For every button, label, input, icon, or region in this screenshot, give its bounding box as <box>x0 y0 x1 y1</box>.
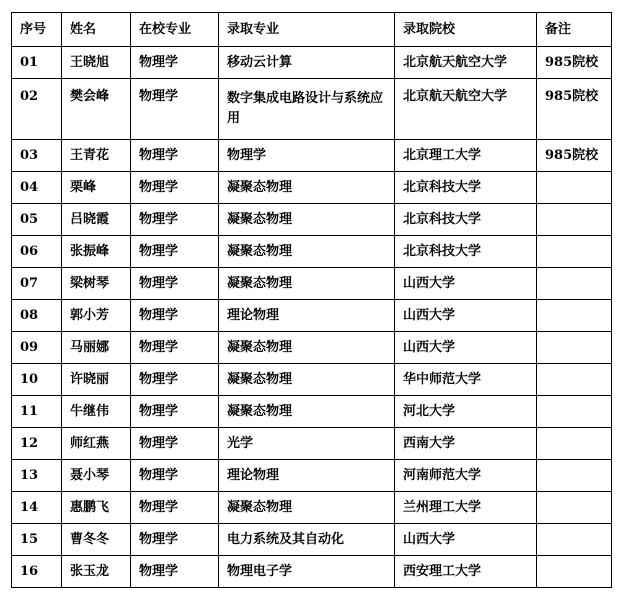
cell-school-major: 物理学 <box>131 172 219 204</box>
cell-admitted-major: 凝聚态物理 <box>219 332 395 364</box>
cell-admitted-school: 北京航天航空大学 <box>395 47 537 79</box>
cell-admitted-major: 理论物理 <box>219 460 395 492</box>
cell-admitted-school: 北京理工大学 <box>395 140 537 172</box>
cell-remarks <box>537 300 612 332</box>
cell-index: 12 <box>12 428 62 460</box>
table-row <box>12 396 612 428</box>
cell-remarks <box>537 172 612 204</box>
cell-school-major: 物理学 <box>131 492 219 524</box>
header-admitted-major: 录取专业 <box>219 13 395 47</box>
cell-name: 梁树琴 <box>62 268 131 300</box>
cell-name: 王青花 <box>62 140 131 172</box>
cell-index: 09 <box>12 332 62 364</box>
cell-remarks <box>537 492 612 524</box>
cell-index: 07 <box>12 268 62 300</box>
cell-remarks: 985院校 <box>537 79 612 140</box>
cell-admitted-major: 凝聚态物理 <box>219 204 395 236</box>
cell-admitted-school: 河北大学 <box>395 396 537 428</box>
table-row <box>12 332 612 364</box>
cell-admitted-school: 北京航天航空大学 <box>395 79 537 140</box>
cell-admitted-school: 山西大学 <box>395 268 537 300</box>
cell-remarks <box>537 556 612 588</box>
cell-school-major: 物理学 <box>131 300 219 332</box>
cell-school-major: 物理学 <box>131 364 219 396</box>
cell-admitted-major: 凝聚态物理 <box>219 172 395 204</box>
cell-name: 聂小琴 <box>62 460 131 492</box>
cell-school-major: 物理学 <box>131 236 219 268</box>
cell-remarks <box>537 236 612 268</box>
cell-remarks <box>537 428 612 460</box>
header-admitted-school: 录取院校 <box>395 13 537 47</box>
cell-admitted-major: 物理学 <box>219 140 395 172</box>
cell-school-major: 物理学 <box>131 428 219 460</box>
table-row <box>12 268 612 300</box>
cell-admitted-major: 凝聚态物理 <box>219 396 395 428</box>
cell-name: 张玉龙 <box>62 556 131 588</box>
cell-remarks <box>537 524 612 556</box>
cell-admitted-school: 华中师范大学 <box>395 364 537 396</box>
cell-index: 15 <box>12 524 62 556</box>
header-school-major: 在校专业 <box>131 13 219 47</box>
cell-school-major: 物理学 <box>131 268 219 300</box>
cell-admitted-major: 光学 <box>219 428 395 460</box>
table-row <box>12 140 612 172</box>
cell-remarks <box>537 204 612 236</box>
cell-index: 05 <box>12 204 62 236</box>
cell-admitted-school: 山西大学 <box>395 300 537 332</box>
cell-admitted-major: 凝聚态物理 <box>219 492 395 524</box>
cell-remarks: 985院校 <box>537 47 612 79</box>
cell-name: 马丽娜 <box>62 332 131 364</box>
cell-admitted-school: 北京科技大学 <box>395 172 537 204</box>
cell-admitted-major: 移动云计算 <box>219 47 395 79</box>
table-row <box>12 172 612 204</box>
cell-admitted-major: 数字集成电路设计与系统应用 <box>219 79 395 140</box>
cell-admitted-major: 凝聚态物理 <box>219 364 395 396</box>
cell-name: 张振峰 <box>62 236 131 268</box>
cell-admitted-major: 凝聚态物理 <box>219 268 395 300</box>
cell-index: 13 <box>12 460 62 492</box>
admission-table <box>11 12 612 588</box>
cell-school-major: 物理学 <box>131 332 219 364</box>
cell-name: 樊会峰 <box>62 79 131 140</box>
table-row <box>12 492 612 524</box>
cell-admitted-major: 理论物理 <box>219 300 395 332</box>
cell-index: 11 <box>12 396 62 428</box>
table-row <box>12 79 612 140</box>
cell-admitted-school: 河南师范大学 <box>395 460 537 492</box>
cell-name: 惠鹏飞 <box>62 492 131 524</box>
cell-school-major: 物理学 <box>131 79 219 140</box>
cell-admitted-major: 物理电子学 <box>219 556 395 588</box>
cell-admitted-major: 凝聚态物理 <box>219 236 395 268</box>
cell-school-major: 物理学 <box>131 140 219 172</box>
cell-remarks <box>537 364 612 396</box>
cell-admitted-school: 北京科技大学 <box>395 204 537 236</box>
cell-remarks <box>537 268 612 300</box>
table-row <box>12 47 612 79</box>
cell-name: 牛继伟 <box>62 396 131 428</box>
cell-name: 吕晓霞 <box>62 204 131 236</box>
cell-school-major: 物理学 <box>131 204 219 236</box>
table-row <box>12 364 612 396</box>
header-remarks: 备注 <box>537 13 612 47</box>
cell-index: 06 <box>12 236 62 268</box>
header-index: 序号 <box>12 13 62 47</box>
cell-remarks <box>537 332 612 364</box>
cell-name: 郭小芳 <box>62 300 131 332</box>
cell-index: 01 <box>12 47 62 79</box>
cell-index: 14 <box>12 492 62 524</box>
cell-admitted-school: 西南大学 <box>395 428 537 460</box>
table-row <box>12 300 612 332</box>
admission-table-container <box>11 12 612 588</box>
cell-index: 03 <box>12 140 62 172</box>
cell-name: 栗峰 <box>62 172 131 204</box>
cell-name: 王晓旭 <box>62 47 131 79</box>
cell-school-major: 物理学 <box>131 460 219 492</box>
table-row <box>12 204 612 236</box>
table-body <box>12 47 612 588</box>
cell-school-major: 物理学 <box>131 396 219 428</box>
cell-school-major: 物理学 <box>131 556 219 588</box>
table-row <box>12 460 612 492</box>
cell-school-major: 物理学 <box>131 47 219 79</box>
cell-remarks: 985院校 <box>537 140 612 172</box>
cell-remarks <box>537 460 612 492</box>
cell-admitted-school: 北京科技大学 <box>395 236 537 268</box>
cell-school-major: 物理学 <box>131 524 219 556</box>
cell-admitted-school: 西安理工大学 <box>395 556 537 588</box>
cell-remarks <box>537 396 612 428</box>
cell-admitted-school: 山西大学 <box>395 524 537 556</box>
table-row <box>12 236 612 268</box>
cell-admitted-major: 电力系统及其自动化 <box>219 524 395 556</box>
table-header-row <box>12 13 612 47</box>
cell-name: 许晓丽 <box>62 364 131 396</box>
cell-admitted-school: 兰州理工大学 <box>395 492 537 524</box>
cell-index: 04 <box>12 172 62 204</box>
table-row <box>12 428 612 460</box>
cell-index: 02 <box>12 79 62 140</box>
cell-index: 08 <box>12 300 62 332</box>
table-row <box>12 524 612 556</box>
cell-index: 16 <box>12 556 62 588</box>
cell-admitted-school: 山西大学 <box>395 332 537 364</box>
cell-index: 10 <box>12 364 62 396</box>
header-name: 姓名 <box>62 13 131 47</box>
cell-name: 师红燕 <box>62 428 131 460</box>
cell-name: 曹冬冬 <box>62 524 131 556</box>
table-row <box>12 556 612 588</box>
